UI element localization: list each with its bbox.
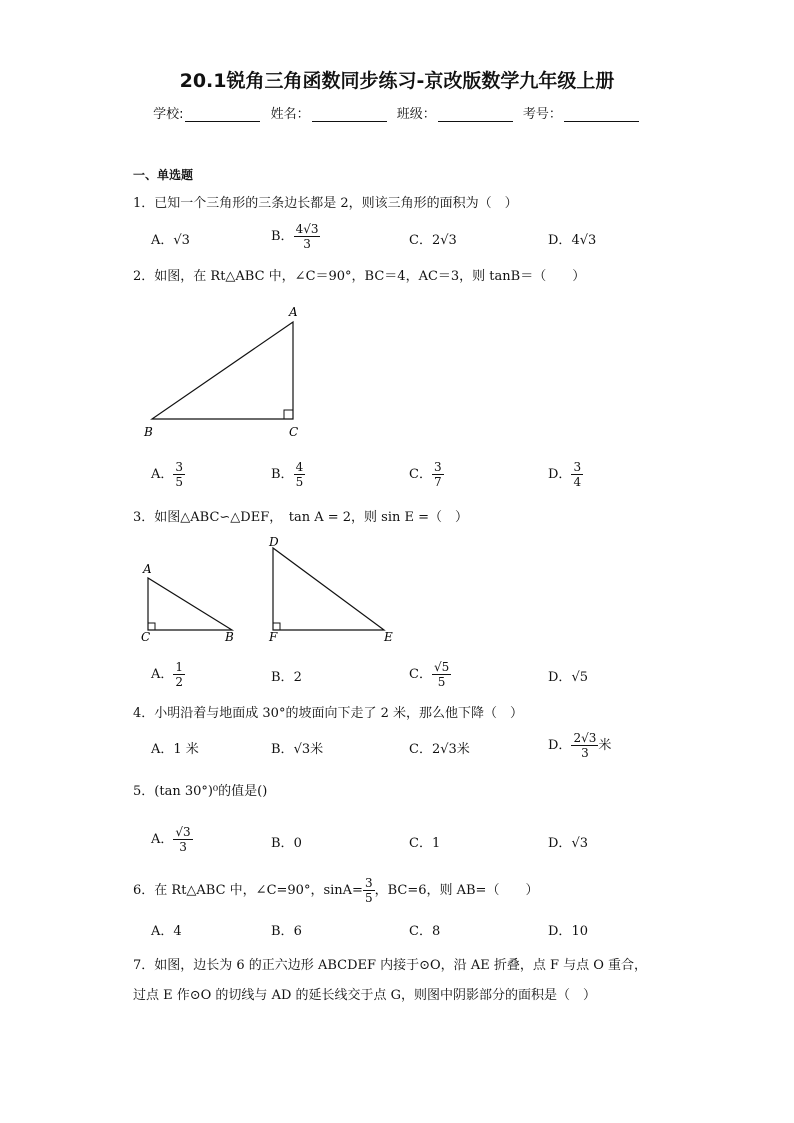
q2-label-a: A <box>289 305 298 319</box>
q3-label-f: F <box>269 630 278 644</box>
question-4-stem: 4．小明沿着与地面成 30°的坡面向下走了 2 米，那么他下降（ ） <box>133 706 523 721</box>
q2-option-c[interactable]: C． $\frac{3}{7}$ <box>409 460 442 489</box>
number-label: 考号： <box>522 107 562 122</box>
q5-option-a[interactable]: A． $\frac{√3}{3}$ <box>151 825 191 854</box>
class-blank[interactable] <box>438 109 513 122</box>
class-label: 班级： <box>396 107 436 122</box>
question-7-line-1: 7．如图，边长为 6 的正六边形 ABCDEF 内接于⊙O，沿 AE 折叠，点 F 与点 O 重合， <box>133 958 648 973</box>
q3-label-b: B <box>225 630 234 644</box>
section-heading: 一、单选题 <box>133 168 194 182</box>
q1-option-b[interactable]: B． $\frac{4√3}{3}$ <box>271 222 319 251</box>
question-3-stem: 3．如图△ABC∽△DEF， tan A = 2，则 sin E =（ ） <box>133 510 468 525</box>
q4-option-d[interactable]: D． $\frac{2√3}{3}$ 米 <box>548 731 612 760</box>
q1-option-d[interactable]: D．4√3 <box>548 233 597 248</box>
q3-label-c: C <box>141 630 151 644</box>
q2-option-a[interactable]: A． $\frac{3}{5}$ <box>151 460 184 489</box>
q2-option-b[interactable]: B． $\frac{4}{5}$ <box>271 460 304 489</box>
q6-option-b[interactable]: B．6 <box>271 924 302 939</box>
name-blank[interactable] <box>312 109 387 122</box>
q3-option-d[interactable]: D．√5 <box>548 670 588 685</box>
q2-label-b: B <box>144 425 153 439</box>
q3-option-c[interactable]: C． $\frac{√5}{5}$ <box>409 660 450 689</box>
question-1-stem: 1．已知一个三角形的三条边长都是 2，则该三角形的面积为（ ） <box>133 196 518 211</box>
q4-option-a[interactable]: A．1 米 <box>151 742 199 757</box>
q6-option-c[interactable]: C．8 <box>409 924 441 939</box>
question-2-stem: 2．如图，在 Rt△ABC 中，∠C＝90°，BC＝4，AC＝3，则 tanB＝（ ） <box>133 269 586 284</box>
question-5-stem: 5．(tan 30°)⁰的值是() <box>133 784 268 799</box>
student-info-row <box>0 103 794 122</box>
school-label: 学校: <box>153 107 184 122</box>
q5-option-b[interactable]: B．0 <box>271 836 302 851</box>
name-label: 姓名： <box>270 107 310 122</box>
q3-similar-triangles-figure <box>135 533 405 648</box>
q3-label-a: A <box>143 562 152 576</box>
q2-triangle-figure <box>140 300 320 445</box>
q3-option-a[interactable]: A． $\frac{1}{2}$ <box>151 660 184 689</box>
q3-label-e: E <box>384 630 393 644</box>
q2-label-c: C <box>289 425 299 439</box>
question-6-stem: 6．在 Rt△ABC 中，∠C=90°，sinA= $\frac{3}{5}$ ，BC=6，则 AB=（ ） <box>133 876 539 905</box>
q3-option-b[interactable]: B．2 <box>271 670 302 685</box>
q5-option-c[interactable]: C．1 <box>409 836 441 851</box>
q6-option-a[interactable]: A．4 <box>151 924 182 939</box>
q4-option-c[interactable]: C．2√3米 <box>409 742 470 757</box>
school-blank[interactable] <box>185 109 260 122</box>
q5-option-d[interactable]: D．√3 <box>548 836 588 851</box>
q6-option-d[interactable]: D．10 <box>548 924 588 939</box>
q4-option-b[interactable]: B．√3米 <box>271 742 324 757</box>
q2-option-d[interactable]: D． $\frac{3}{4}$ <box>548 460 582 489</box>
number-blank[interactable] <box>564 109 639 122</box>
q1-option-a[interactable]: A．√3 <box>151 233 190 248</box>
page-title: 20.1锐角三角函数同步练习-京改版数学九年级上册 <box>179 70 615 92</box>
q3-label-d: D <box>269 535 279 549</box>
question-7-line-2: 过点 E 作⊙O 的切线与 AD 的延长线交于点 G，则图中阴影部分的面积是（ ） <box>133 988 597 1003</box>
q1-option-c[interactable]: C．2√3 <box>409 233 457 248</box>
